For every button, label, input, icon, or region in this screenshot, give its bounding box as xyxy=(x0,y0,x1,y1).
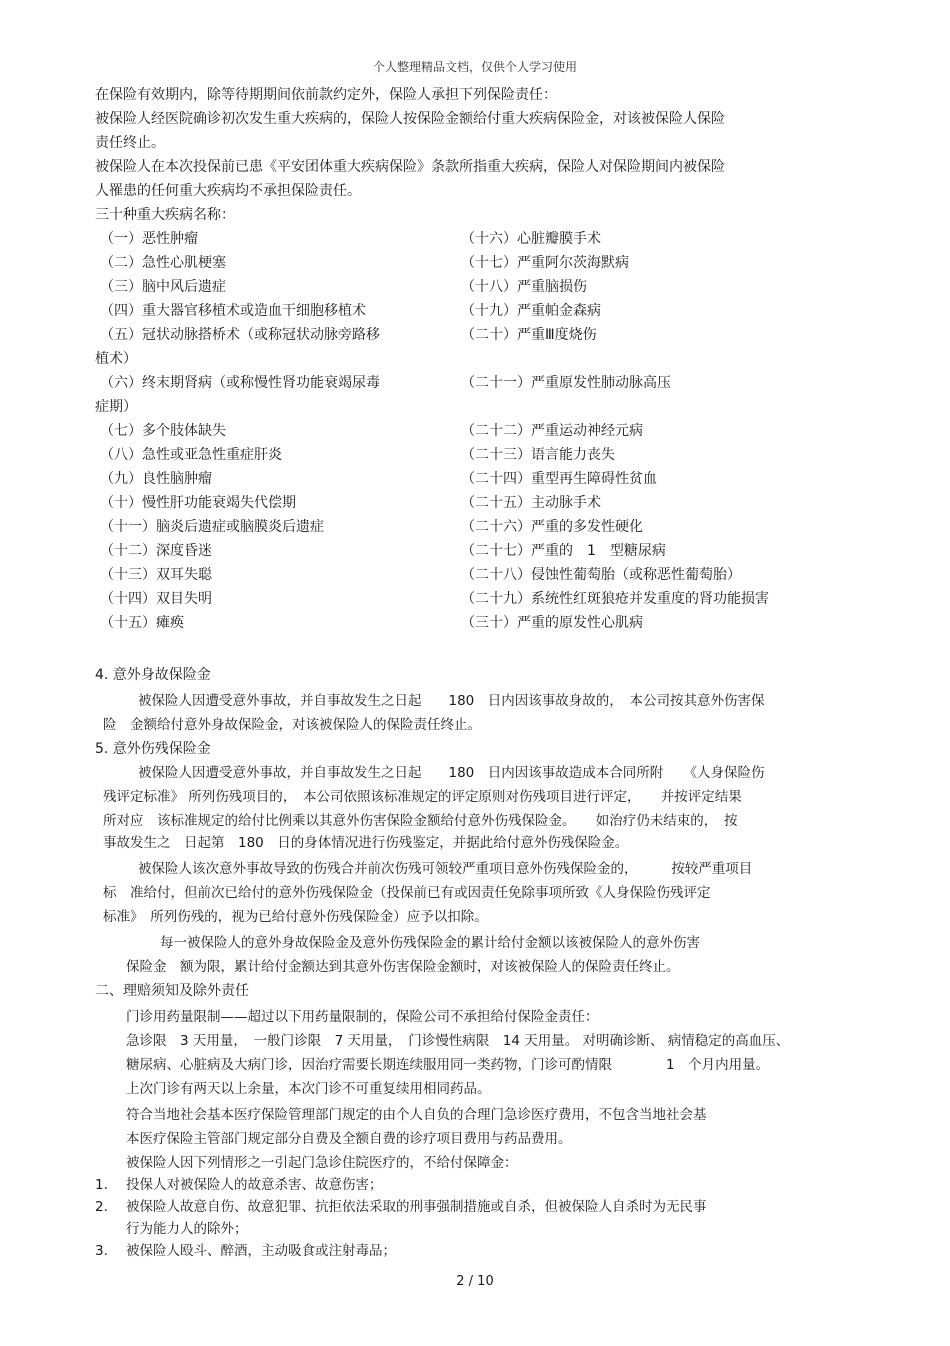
section-line: 上次门诊有两天以上余量，本次门诊不可重复续用相同药品。 xyxy=(126,1081,491,1097)
section-line: 被保险人因下列情形之一引起门急诊住院医疗的，不给付保障金： xyxy=(126,1155,518,1171)
intro-line: 责任终止。 xyxy=(95,135,165,151)
disease-item: （二十一）严重原发性肺动脉高压 xyxy=(461,375,671,391)
disease-item-cont: 症期） xyxy=(95,399,137,415)
disease-item: （十四）双目失明 xyxy=(100,591,212,607)
disease-item: （十八）严重脑损伤 xyxy=(461,279,587,295)
disease-item: （二十八）侵蚀性葡萄胎（或称恶性葡萄胎） xyxy=(461,567,741,583)
section-line: 标准》 所列伤残的，视为已给付意外伤残保险金）应予以扣除。 xyxy=(103,909,488,925)
disease-item: （八）急性或亚急性重症肝炎 xyxy=(100,447,282,463)
section-heading: 5. 意外伤残保险金 xyxy=(95,741,211,757)
disease-item: （十二）深度昏迷 xyxy=(100,543,212,559)
disease-item: （十五）瘫痪 xyxy=(100,615,184,631)
disease-item: （二十九）系统性红斑狼疮并发重度的肾功能损害 xyxy=(461,591,769,607)
section-line: 被保险人该次意外事故导致的伤残合并前次伤残可领较严重项目意外伤残保险金的， 按较严重项目 xyxy=(138,861,753,877)
disease-item: （十六）心脏瓣膜手术 xyxy=(461,231,601,247)
section-line: 事故发生之 日起第 180 日的身体情况进行伤残鉴定，并据此给付意外伤残保险金。 xyxy=(103,835,629,851)
section-line: 门诊用药量限制——超过以下用药量限制的，保险公司不承担给付保险金责任： xyxy=(126,1009,599,1025)
section-line: 保险金 额为限，累计给付金额达到其意外伤害保险金额时，对该被保险人的保险责任终止。 xyxy=(126,959,680,975)
section-heading: 4. 意外身故保险金 xyxy=(95,667,211,683)
intro-line: 在保险有效期内，除等待期期间依前款约定外，保险人承担下列保险责任： xyxy=(95,87,557,103)
disease-item: （二十七）严重的 1 型糖尿病 xyxy=(461,543,666,559)
disease-item: （二十五）主动脉手术 xyxy=(461,495,601,511)
section-line: 急诊限 3 天用量， 一般门诊限 7 天用量， 门诊慢性病限 14 天用量。 对明确诊断、 病情稳定的高血压、 xyxy=(126,1033,790,1049)
page-number: 2 / 10 xyxy=(456,1274,494,1289)
section-line: 符合当地社会基本医疗保险管理部门规定的由个人自负的合理门急诊医疗费用，不包含当地社会基 xyxy=(126,1107,707,1123)
list-number: 1. xyxy=(95,1177,108,1193)
disease-item: （二十三）语言能力丧失 xyxy=(461,447,615,463)
disease-item-cont: 植术） xyxy=(95,351,137,367)
section-line: 所对应 该标准规定的给付比例乘以其意外伤害保险金额给付意外伤残保险金。 如治疗仍未结束的， 按 xyxy=(103,813,738,829)
disease-item: （二十二）严重运动神经元病 xyxy=(461,423,643,439)
disease-item: （一）恶性肿瘤 xyxy=(100,231,198,247)
disease-item: （十三）双耳失聪 xyxy=(100,567,212,583)
list-number: 2. xyxy=(95,1199,108,1215)
disease-item: （二十四）重型再生障碍性贫血 xyxy=(461,471,657,487)
disease-item: （三）脑中风后遗症 xyxy=(100,279,226,295)
disease-item: （九）良性脑肿瘤 xyxy=(100,471,212,487)
section-line: 险 金额给付意外身故保险金，对该被保险人的保险责任终止。 xyxy=(103,717,481,733)
disease-item: （十一）脑炎后遗症或脑膜炎后遗症 xyxy=(100,519,324,535)
list-item: 投保人对被保险人的故意杀害、故意伤害； xyxy=(126,1177,383,1193)
section-line: 每一被保险人的意外身故保险金及意外伤残保险金的累计给付金额以该被保险人的意外伤害 xyxy=(160,935,700,951)
disease-item: （七）多个肢体缺失 xyxy=(100,423,226,439)
intro-line: 人罹患的任何重大疾病均不承担保险责任。 xyxy=(95,183,361,199)
disease-list-title: 三十种重大疾病名称： xyxy=(95,207,235,223)
list-number: 3. xyxy=(95,1243,108,1259)
disease-item: （二）急性心肌梗塞 xyxy=(100,255,226,271)
section-line: 被保险人因遭受意外事故，并自事故发生之日起 180 日内因该事故身故的， 本公司按其意外伤害保 xyxy=(138,693,765,709)
disease-item: （十九）严重帕金森病 xyxy=(461,303,601,319)
section-line: 糖尿病、心脏病及大病门诊，因治疗需要长期连续服用同一类药物，门诊可酌情限 1 个月内用量。 xyxy=(126,1057,770,1073)
section-line: 被保险人因遭受意外事故，并自事故发生之日起 180 日内因该事故造成本合同所附 《人身保险伤 xyxy=(138,765,765,781)
disease-item: （六）终末期肾病（或称慢性肾功能衰竭尿毒 xyxy=(100,375,380,391)
disease-item: （三十）严重的原发性心肌病 xyxy=(461,615,643,631)
intro-line: 被保险人经医院确诊初次发生重大疾病的，保险人按保险金额给付重大疾病保险金，对该被保险人保险 xyxy=(95,111,725,127)
disease-item: （十七）严重阿尔茨海默病 xyxy=(461,255,629,271)
section-line: 本医疗保险主管部门规定部分自费及全额自费的诊疗项目费用与药品费用。 xyxy=(126,1131,572,1147)
section-heading: 二、理赔须知及除外责任 xyxy=(95,983,249,999)
disease-item: （二十）严重Ⅲ度烧伤 xyxy=(461,327,597,343)
section-line: 残评定标准》 所列伤残项目的， 本公司依照该标准规定的评定原则对伤残项目进行评定， 并按评定结果 xyxy=(103,789,742,805)
page-header: 个人整理精品文档，仅供个人学习使用 xyxy=(372,60,577,74)
disease-item: （四）重大器官移植术或造血干细胞移植术 xyxy=(100,303,366,319)
section-line: 标 准给付，但前次已给付的意外伤残保险金（投保前已有或因责任免除事项所致《人身保险伤残评定 xyxy=(103,885,711,901)
disease-item: （二十六）严重的多发性硬化 xyxy=(461,519,643,535)
list-item: 被保险人殴斗、醉酒，主动吸食或注射毒品； xyxy=(126,1243,396,1259)
list-item: 被保险人故意自伤、故意犯罪、抗拒依法采取的刑事强制措施或自杀，但被保险人自杀时为无民事 xyxy=(126,1199,707,1215)
disease-item: （十）慢性肝功能衰竭失代偿期 xyxy=(100,495,296,511)
intro-line: 被保险人在本次投保前已患《平安团体重大疾病保险》条款所指重大疾病，保险人对保险期间内被保险 xyxy=(95,159,725,175)
disease-item: （五）冠状动脉搭桥术（或称冠状动脉旁路移 xyxy=(100,327,380,343)
list-item-cont: 行为能力人的除外； xyxy=(126,1221,248,1237)
